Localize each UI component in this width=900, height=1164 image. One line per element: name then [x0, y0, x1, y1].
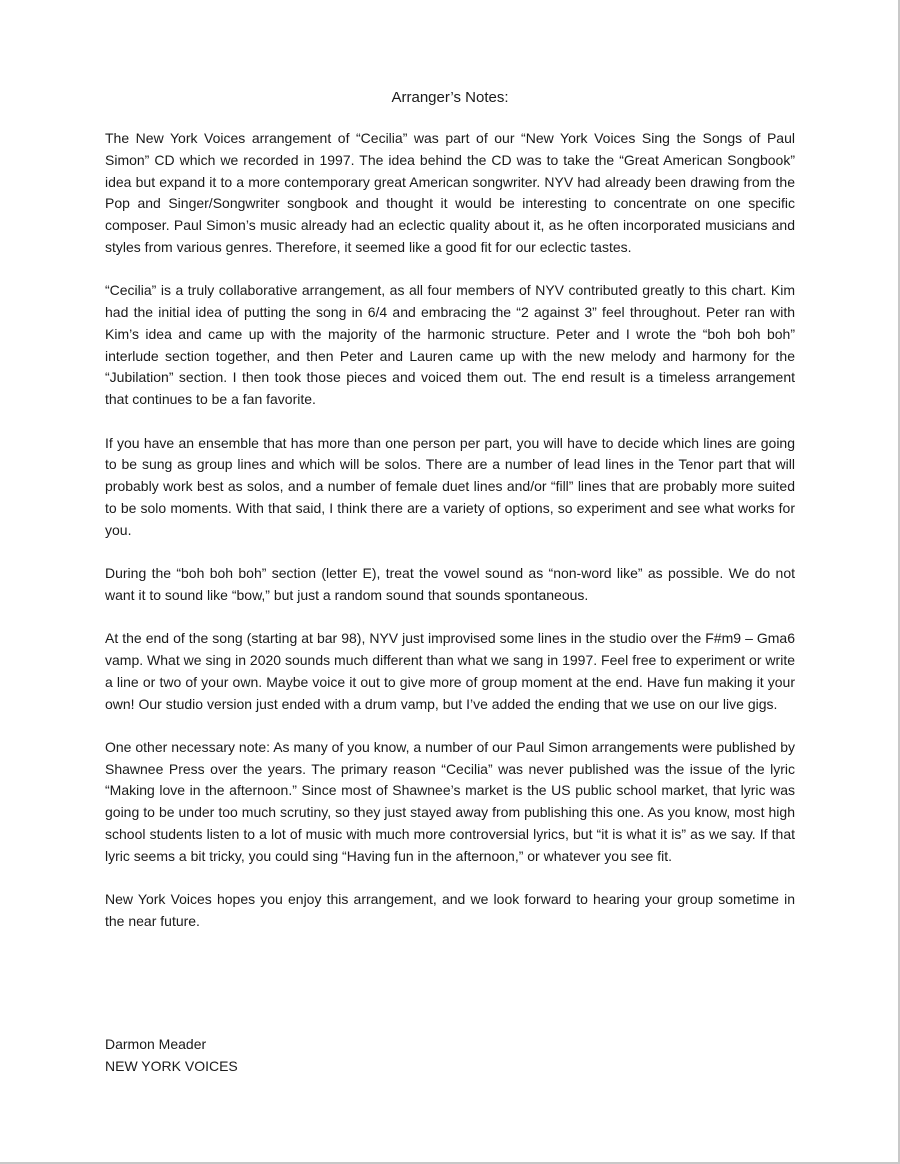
paragraph-closing: New York Voices hopes you enjoy this arrangement, and we look forward to hearing your group sometime in the near future.: [105, 891, 795, 929]
signature-group: NEW YORK VOICES: [105, 1058, 238, 1074]
paragraph-publishing-note: One other necessary note: As many of you know, a number of our Paul Simon arrangements were published by Shawnee Press over the years. The primary reason “Cecilia” was never published was the issue of the lyric “Making love in the afternoon.” Since most of Shawnee’s market is the US public school market, that lyric was going to be under too much scrutiny, so they just stayed away from publishing this one. As you know, most high school students listen to a lot of music with much more controversial lyrics, but “it is what it is” as we say. If that lyric seems a bit tricky, you could sing “Having fun in the afternoon,” or whatever you see fit.: [105, 738, 795, 864]
signature-block: [105, 1033, 238, 1077]
paragraph-collaboration: “Cecilia” is a truly collaborative arrangement, as all four members of NYV contributed greatly to this chart. Kim had the initial idea of putting the song in 6/4 and embracing the “2 against 3” feel throughout. Peter ran with Kim’s idea and came up with the majority of the harmonic structure. Peter and I wrote the “boh boh boh” interlude section together, and then Peter and Lauren came up with the new melody and harmony for the “Jubilation” section. I then took those pieces and voiced them out. The end result is a timeless arrangement that continues to be a fan favorite.: [105, 282, 795, 408]
notes-body: [105, 128, 795, 954]
paragraph-ending: At the end of the song (starting at bar 98), NYV just improvised some lines in the studio over the F#m9 – Gma6 vamp. What we sing in 2020 sounds much different than what we sang in 1997. Feel free to experiment or write a line or two of your own. Maybe voice it out to give more of group moment at the end. Have fun making it your own! Our studio version just ended with a drum vamp, but I’ve added the ending that we use on our live gigs.: [105, 630, 795, 712]
paragraph-boh-section: During the “boh boh boh” section (letter E), treat the vowel sound as “non-word like” as possible. We do not want it to sound like “bow,” but just a random sound that sounds spontaneous.: [105, 565, 795, 603]
paragraph-intro: The New York Voices arrangement of “Cecilia” was part of our “New York Voices Sing the Songs of Paul Simon” CD which we recorded in 1997. The idea behind the CD was to take the “Great American Songbook” idea but expand it to a more contemporary great American songwriter. NYV had already been drawing from the Pop and Singer/Songwriter songbook and thought it would be interesting to concentrate on one specific composer. Paul Simon’s music already had an eclectic quality about it, as he often incorporated musicians and styles from various genres. Therefore, it seemed like a good fit for our eclectic tastes.: [105, 130, 795, 255]
page-title: Arranger’s Notes:: [391, 89, 509, 106]
paragraph-ensemble: If you have an ensemble that has more than one person per part, you will have to decide which lines are going to be sung as group lines and which will be solos. There are a number of lead lines in the Tenor part that will probably work best as solos, and a number of female duet lines and/or “fill” lines that are probably more suited to be solo moments. With that said, I think there are a variety of options, so experiment and see what works for you.: [105, 434, 795, 538]
signature-name: Darmon Meader: [105, 1036, 207, 1052]
